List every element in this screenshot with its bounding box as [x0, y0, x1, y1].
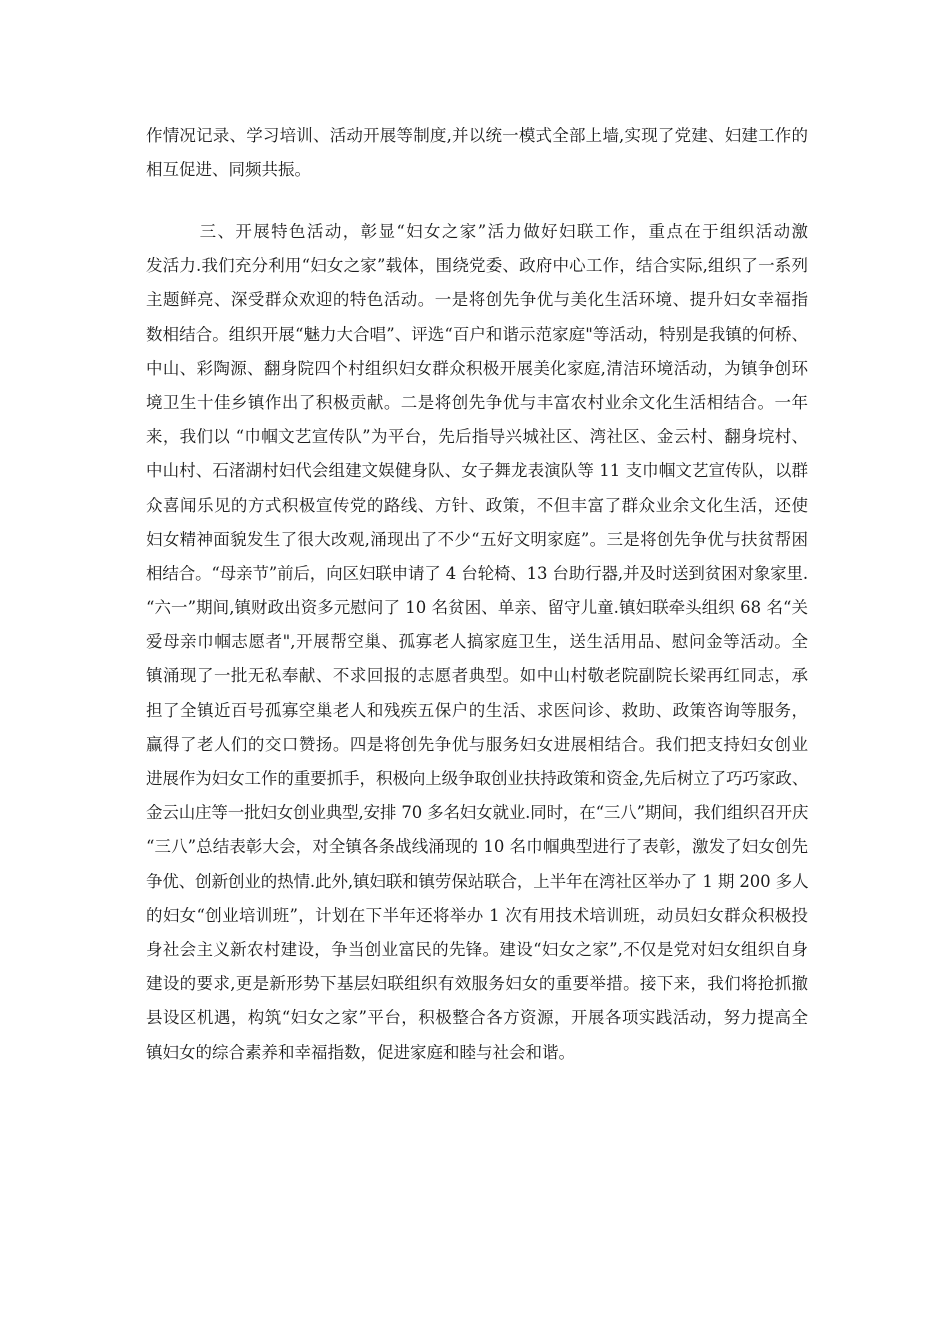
text-line: 妇女精神面貌发生了很大改观,涌现出了不少“五好文明家庭”。三是将创先争优与扶贫帮困	[146, 529, 808, 549]
text-line: 中山、彩陶源、翻身院四个村组织妇女群众积极开展美化家庭,清洁环境活动，为镇争创环	[146, 358, 808, 378]
text-line: 众喜闻乐见的方式积极宣传党的路线、方针、政策，不但丰富了群众业余文化生活，还使	[146, 495, 808, 515]
text-line: 金云山庄等一批妇女创业典型,安排 70 多名妇女就业.同时，在“三八”期间，我们组织召开庆	[146, 803, 809, 823]
text-line: 身社会主义新农村建设，争当创业富民的先锋。建设“妇女之家”,不仅是党对妇女组织自身	[146, 939, 808, 959]
text-line: 境卫生十佳乡镇作出了积极贡献。二是将创先争优与丰富农村业余文化生活相结合。一年	[146, 392, 808, 412]
text-line: 的妇女“创业培训班”，计划在下半年还将举办 1 次有用技术培训班，动员妇女群众积极投	[146, 905, 808, 925]
text-line: 中山村、石渚湖村妇代会组建文娱健身队、女子舞龙表演队等 11 支巾帼文艺宣传队，以群	[146, 461, 808, 481]
text-line: 县设区机遇，构筑“妇女之家”平台，积极整合各方资源，开展各项实践活动，努力提高全	[146, 1008, 808, 1028]
text-line: 爱母亲巾帼志愿者",开展帮空巢、孤寡老人搞家庭卫生，送生活用品、慰问金等活动。全	[146, 632, 808, 652]
text-line: 镇妇女的综合素养和幸福指数，促进家庭和睦与社会和谐。	[146, 1042, 575, 1062]
text-line: 数相结合。组织开展“魅力大合唱”、评选“百户和谐示范家庭"等活动，特别是我镇的何桥、	[146, 324, 808, 344]
text-line: 进展作为妇女工作的重要抓手，积极向上级争取创业扶持政策和资金,先后树立了巧巧家政、	[146, 769, 809, 788]
text-line: 赢得了老人们的交口赞扬。四是将创先争优与服务妇女进展相结合。我们把支持妇女创业	[146, 734, 808, 754]
text-line: 三、开展特色活动，彰显“妇女之家”活力做好妇联工作，重点在于组织活动激	[146, 222, 808, 241]
text-line: 争优、创新创业的热情.此外,镇妇联和镇劳保站联合，上半年在湾社区举办了 1 期 200 多人	[146, 871, 809, 891]
text-line: 主题鲜亮、深受群众欢迎的特色活动。一是将创先争优与美化生活环境、提升妇女幸福指	[146, 290, 808, 310]
text-line: 发活力.我们充分利用“妇女之家”载体，围绕党委、政府中心工作，结合实际,组织了一系列	[146, 256, 808, 276]
text-line: 担了全镇近百号孤寡空巢老人和残疾五保户的生活、求医问诊、救助、政策咨询等服务，	[146, 700, 808, 720]
text-line: 来，我们以 “巾帼文艺宣传队”为平台，先后指导兴城社区、湾社区、金云村、翻身垸村、	[146, 427, 808, 447]
text-line: 镇涌现了一批无私奉献、不求回报的志愿者典型。如中山村敬老院副院长梁再红同志，承	[146, 666, 808, 686]
text-line: 建设的要求,更是新形势下基层妇联组织有效服务妇女的重要举措。接下来，我们将抢抓撤	[146, 974, 808, 994]
paragraph-2	[146, 215, 808, 1070]
text-line: 相结合。“母亲节”前后，向区妇联申请了 4 台轮椅、13 台助行器,并及时送到贫困对象家里.	[146, 563, 808, 583]
text-line: 相互促进、同频共振。	[146, 160, 311, 180]
paragraph-1	[146, 119, 808, 187]
text-line: 作情况记录、学习培训、活动开展等制度,并以统一模式全部上墙,实现了党建、妇建工作的	[146, 126, 808, 145]
text-line: “六一”期间,镇财政出资多元慰问了 10 名贫困、单亲、留守儿童.镇妇联牵头组织 68 名“关	[146, 598, 808, 618]
text-line: “三八”总结表彰大会，对全镇各条战线涌现的 10 名巾帼典型进行了表彰，激发了妇女创先	[146, 837, 808, 857]
